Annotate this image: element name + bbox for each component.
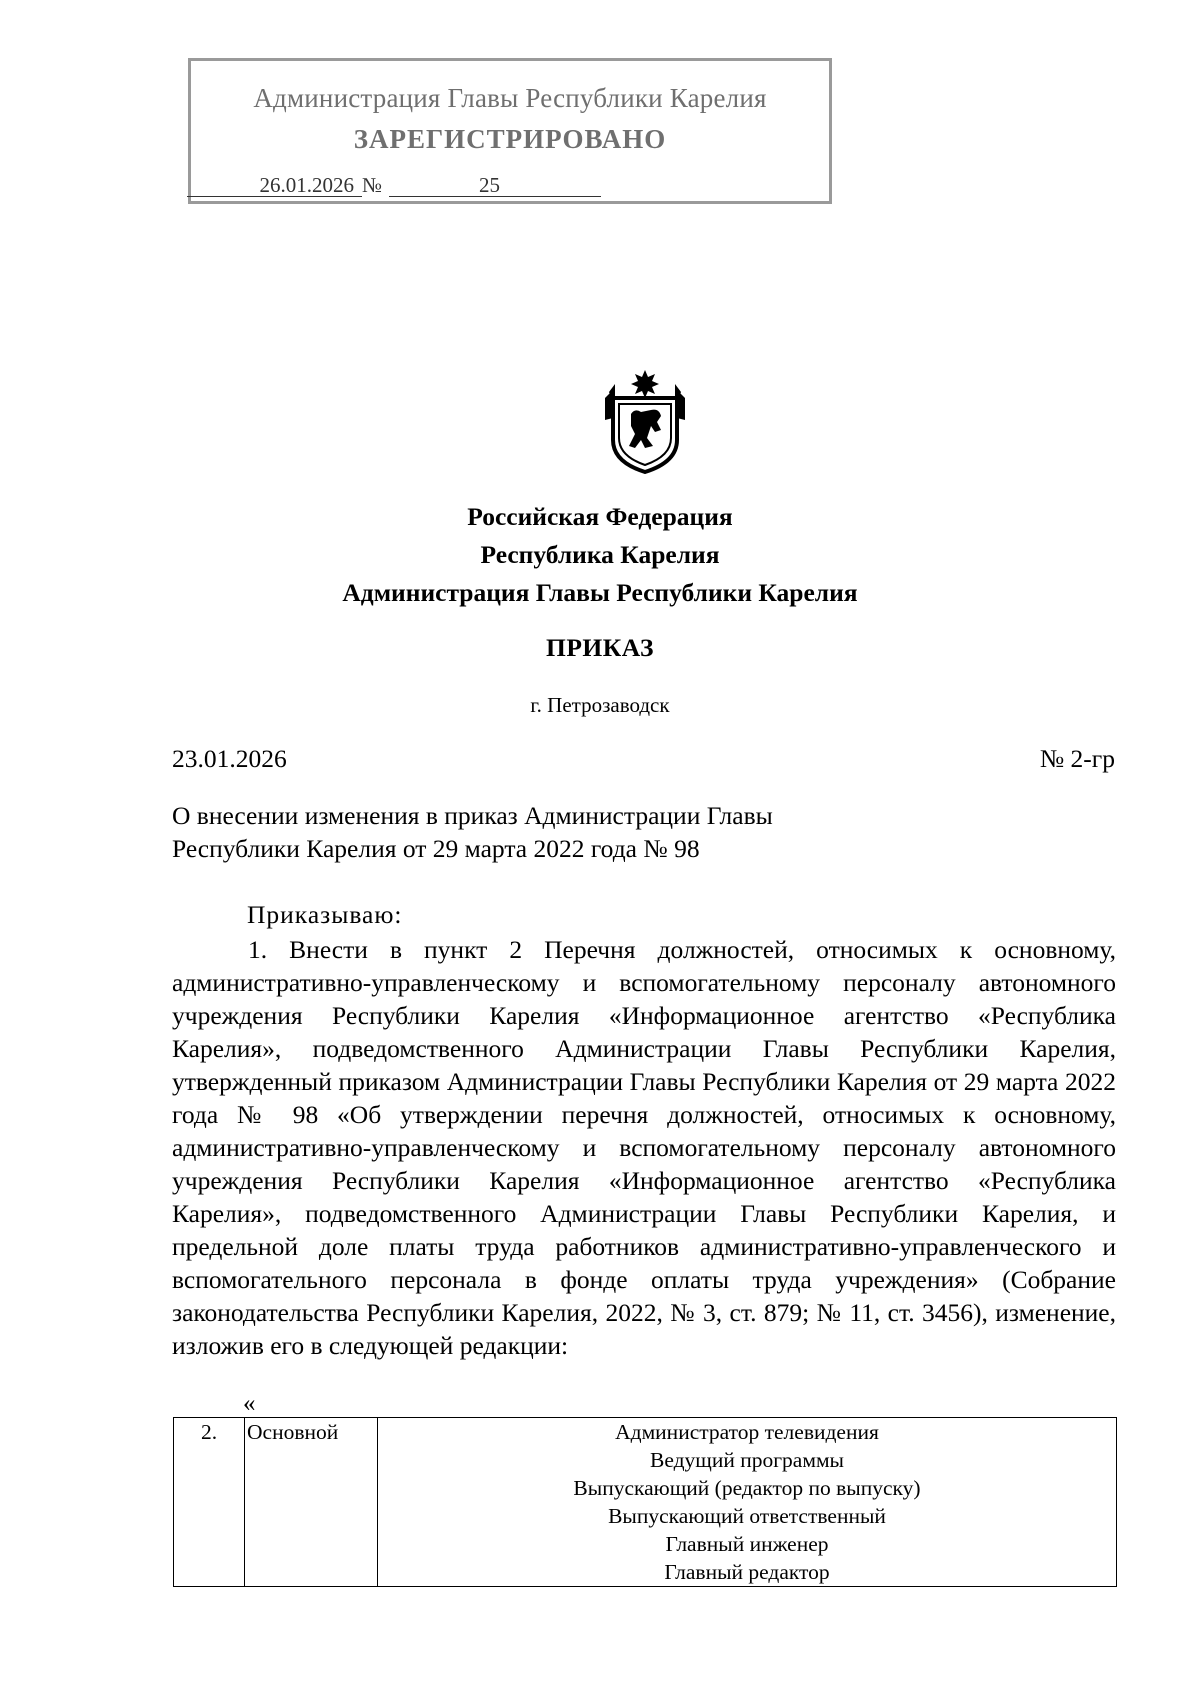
subject-line-1: О внесении изменения в приказ Администрации Главы <box>172 801 773 830</box>
list-item: Главный редактор <box>664 1560 830 1584</box>
registration-stamp <box>188 58 832 204</box>
orders-word: Приказываю: <box>247 900 403 929</box>
stamp-organization: Администрация Главы Республики Карелия <box>253 83 767 113</box>
paragraph-1 <box>172 933 1116 1362</box>
list-item: Ведущий программы <box>649 1448 844 1472</box>
header-country: Российская Федерация <box>467 502 733 531</box>
doc-subject <box>172 799 872 865</box>
positions-table <box>173 1417 1117 1587</box>
karelia-coat-of-arms-icon <box>601 368 689 474</box>
header-republic: Республика Карелия <box>480 540 720 569</box>
stamp-number: 25 <box>389 173 601 197</box>
list-item: Главный инженер <box>665 1532 829 1556</box>
paragraph-1-text: 1. Внести в пункт 2 Перечня должностей, относимых к основному, административно-управленческому и вспомогательному персоналу автономного учреждения Республики Карелия «Информационное агентство «Республика Карелия», подведомственного Администрации Главы Республики Карелия, утвержденный приказом Администрации Главы Республики Карелия от 29 марта 2022 года № 98 «Об утверждении перечня должностей, относимых к основному, административно-управленческому и вспомогательному персоналу автономного учреждения Республики Карелия «Информационное агентство «Республика Карелия», подведомственного Администрации Главы Республики Карелия, и предельной доле платы труда работников административно-управленческого и вспомогательного персонала в фонде оплаты труда учреждения» (Собрание законодательства Республики Карелия, 2022, № 3, ст. 879; № 11, ст. 3456), изменение, изложив его в следующей редакции: <box>172 935 1116 1360</box>
quote-open: « <box>243 1390 256 1417</box>
list-item: Выпускающий (редактор по выпуску) <box>573 1476 921 1500</box>
doc-date: 23.01.2026 <box>172 744 287 773</box>
list-item: Администратор телевидения <box>615 1420 879 1444</box>
stamp-date: 26.01.2026 <box>187 173 362 197</box>
header-administration: Администрация Главы Республики Карелия <box>342 578 858 607</box>
city: г. Петрозаводск <box>530 693 670 717</box>
doc-number: № 2-гр <box>1039 744 1115 773</box>
positions-list <box>378 1418 1117 1587</box>
row-category: Основной <box>245 1418 378 1587</box>
row-number: 2. <box>174 1418 245 1587</box>
subject-line-2: Республики Карелия от 29 марта 2022 года № 98 <box>172 834 700 863</box>
table-row <box>174 1418 1117 1587</box>
doc-type-title: ПРИКАЗ <box>546 633 654 662</box>
stamp-status: ЗАРЕГИСТРИРОВАНО <box>353 124 667 154</box>
stamp-number-sign: № <box>362 173 383 197</box>
list-item: Выпускающий ответственный <box>608 1504 886 1528</box>
